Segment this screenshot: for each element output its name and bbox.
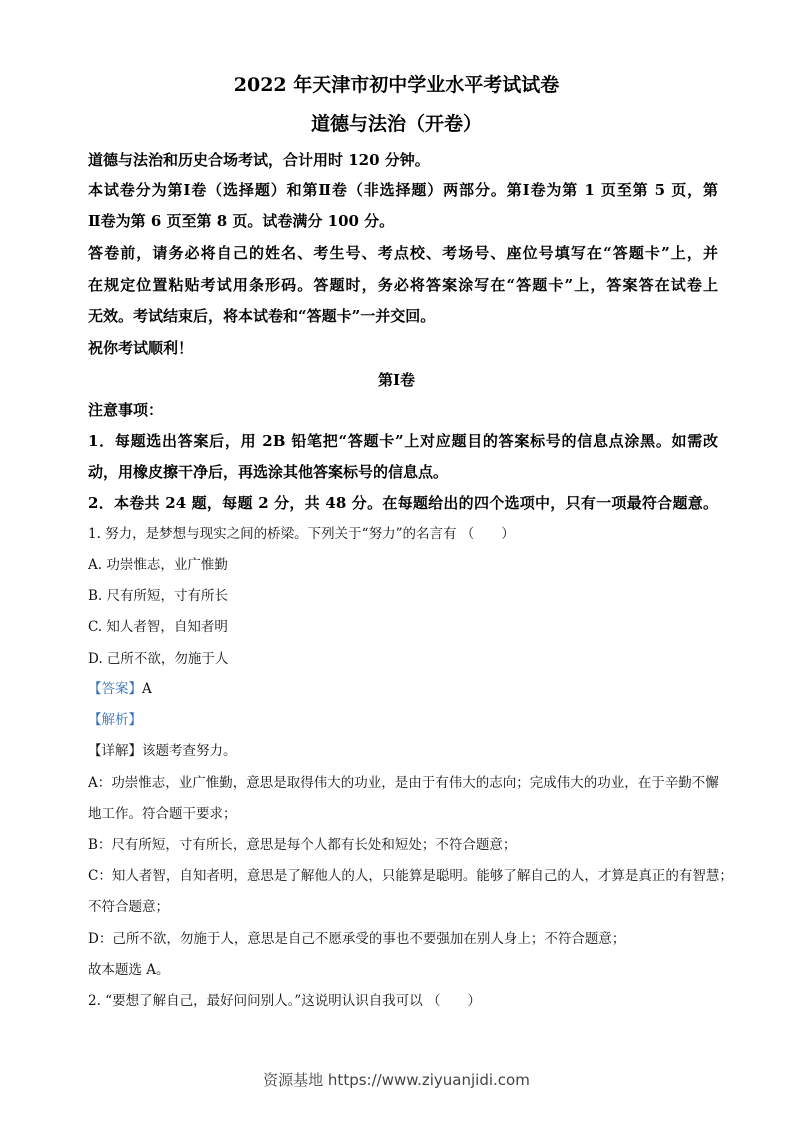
detail-line: C：知人者智，自知者明，意思是了解他人的人，只能算是聪明。能够了解自己的人，才算是真正的有智慧； xyxy=(88,868,733,884)
question-stem: 1. 努力，是梦想与现实之间的桥梁。下列关于“努力”的名言有 （ ） xyxy=(88,526,515,542)
option-a: A. 功崇惟志，业广惟勤 xyxy=(88,557,228,573)
note-line: 1．每题选出答案后，用 2B 铅笔把“答题卡”上对应题目的答案标号的信息点涂黑。如需改 xyxy=(88,432,718,450)
detail-line: D：己所不欲，勿施于人，意思是自己不愿承受的事也不要强加在别人身上；不符合题意； xyxy=(88,931,626,947)
detail-line: 地工作。符合题干要求； xyxy=(88,806,237,822)
intro-line: 祝你考试顺利！ xyxy=(88,339,194,357)
option-c: C. 知人者智，自知者明 xyxy=(88,619,228,635)
answer-line xyxy=(88,679,718,699)
footer-watermark: 资源基地 https://www.ziyuanjidi.com xyxy=(263,1071,530,1089)
answer-value: A xyxy=(142,681,152,697)
analysis-label: 【解析】 xyxy=(88,712,142,728)
option-b: B. 尺有所短，寸有所长 xyxy=(88,588,229,604)
notes-heading: 注意事项： xyxy=(88,401,164,419)
intro-line: 无效。考试结束后，将本试卷和“答题卡”一并交回。 xyxy=(88,307,436,325)
intro-line: 道德与法治和历史合场考试，合计用时 120 分钟。 xyxy=(88,151,430,169)
note-line: 动，用橡皮擦干净后，再选涂其他答案标号的信息点。 xyxy=(88,463,449,481)
detail-line: A：功崇惟志，业广惟勤，意思是取得伟大的功业，是由于有伟大的志向；完成伟大的功业，在于辛勤不懈 xyxy=(88,775,719,791)
intro-line: 答卷前，请务必将自己的姓名、考生号、考点校、考场号、座位号填写在“答题卡”上，并 xyxy=(88,244,718,262)
answer-label: 【答案】 xyxy=(88,681,142,697)
intro-line: 在规定位置粘贴考试用条形码。答题时，务必将答案涂写在“答题卡”上，答案答在试卷上 xyxy=(88,276,718,294)
detail-line: 【详解】该题考查努力。 xyxy=(88,743,237,759)
intro-line: Ⅱ卷为第 6 页至第 8 页。试卷满分 100 分。 xyxy=(88,212,395,230)
detail-line: B：尺有所短，寸有所长，意思是每个人都有长处和短处；不符合题意； xyxy=(88,837,517,853)
document-title: 2022 年天津市初中学业水平考试试卷 xyxy=(233,74,560,96)
option-d: D. 己所不欲，勿施于人 xyxy=(88,651,229,667)
detail-line: 不符合题意； xyxy=(88,899,169,915)
intro-line: 本试卷分为第Ⅰ卷（选择题）和第Ⅱ卷（非选择题）两部分。第Ⅰ卷为第 1 页至第 5 页，第 xyxy=(88,181,718,199)
detail-line: 故本题选 A。 xyxy=(88,962,170,978)
document-subtitle: 道德与法治（开卷） xyxy=(310,113,482,135)
note-line: 2．本卷共 24 题，每题 2 分，共 48 分。在每题给出的四个选项中，只有一项最符合题意。 xyxy=(88,494,718,512)
question-stem: 2. “要想了解自己，最好问问别人。”这说明认识自我可以 （ ） xyxy=(88,993,482,1009)
section-heading: 第Ⅰ卷 xyxy=(377,371,416,389)
